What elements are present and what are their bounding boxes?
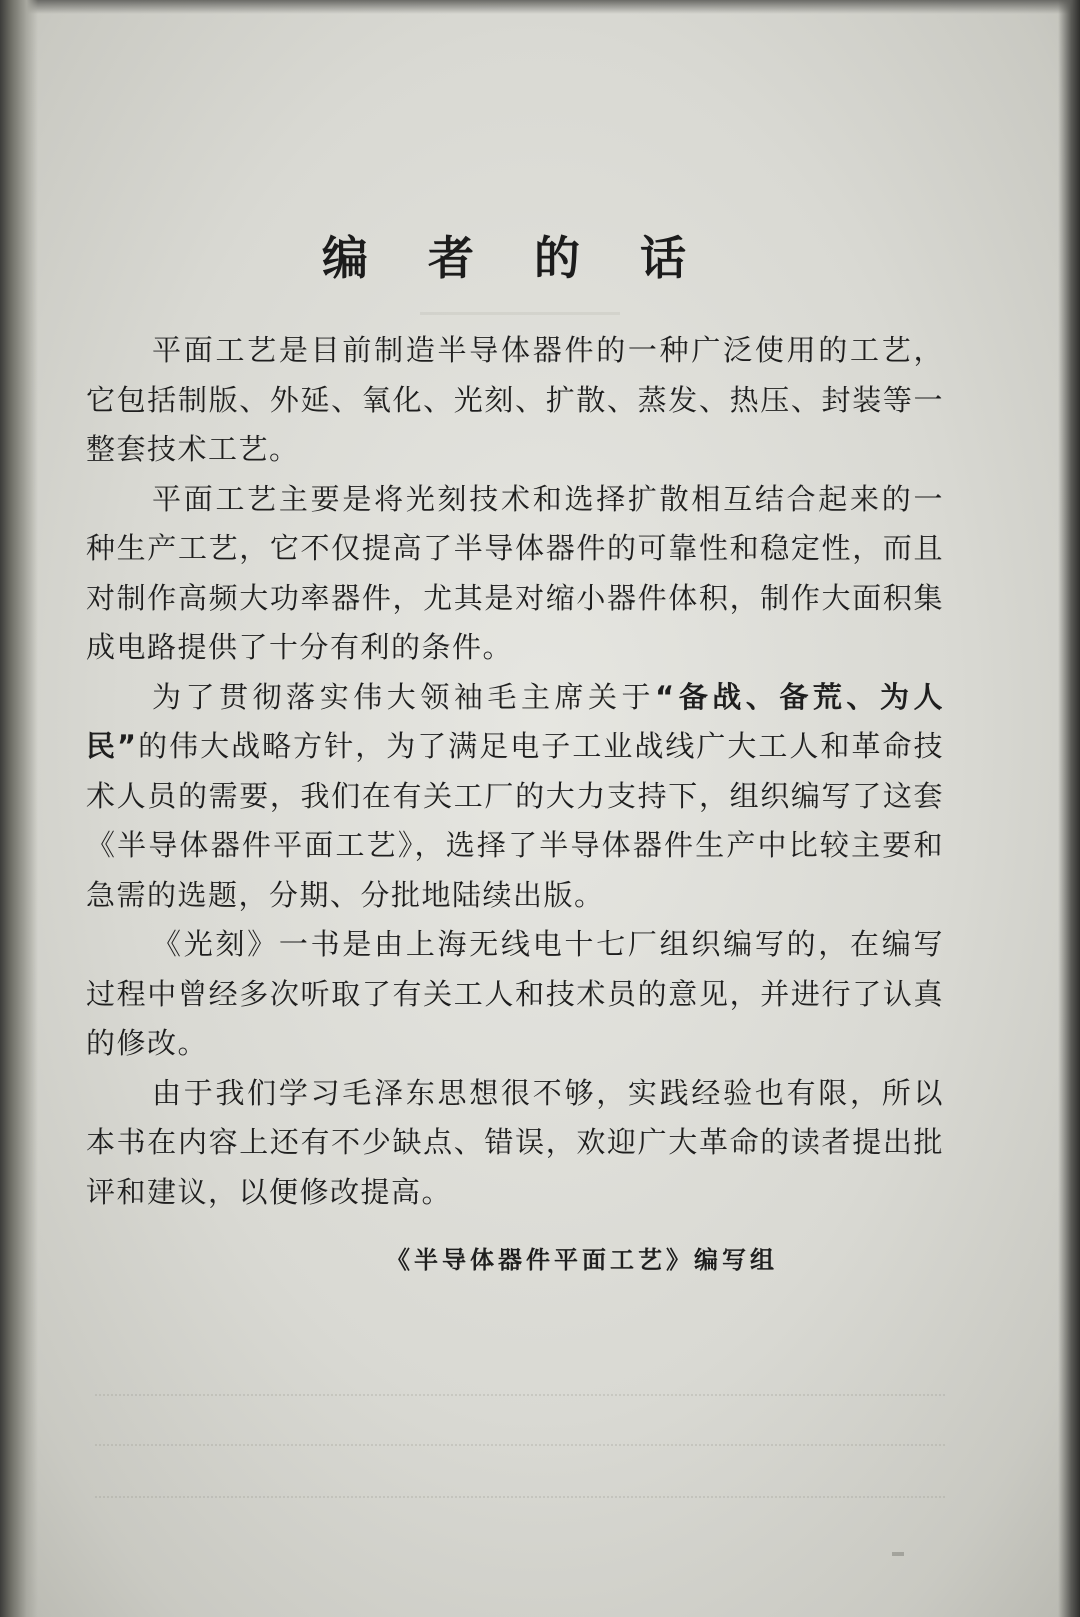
bleed-through-line: [95, 1380, 945, 1396]
slogan-quote: “备战、备荒、为人民”: [86, 679, 944, 763]
paragraph-3-rest: 的伟大战略方针，为了满足电子工业战线广大工人和革命技术人员的需要，我们在有关工厂的大力支持下，组织编写了这套《半导体器件平面工艺》，选择了半导体器件生产中比较主要和急需的选题，分期、分批地陆续出版。: [86, 729, 944, 912]
editor-signature: 《半导体器件平面工艺》编写组: [386, 1246, 778, 1274]
bleed-through-line: [95, 1482, 945, 1498]
page-title: 编 者 的 话: [321, 231, 709, 285]
paragraph-2: 平面工艺主要是将光刻技术和选择扩散相互结合起来的一种生产工艺，它不仅提高了半导体器件的可靠性和稳定性，而且对制作高频大功率器件，尤其是对缩小器件体积，制作大面积集成电路提供了十分有利的条件。: [86, 481, 944, 664]
bleed-through-line: [95, 1430, 945, 1446]
paragraph-4: 《光刻》一书是由上海无线电十七厂组织编写的，在编写过程中曾经多次听取了有关工人和技术员的意见，并进行了认真的修改。: [86, 927, 944, 1060]
paragraph-3: [86, 673, 944, 921]
page-mark: [892, 1552, 904, 1556]
body-text: [86, 326, 944, 1217]
paragraph-5: 由于我们学习毛泽东思想很不够，实践经验也有限，所以本书在内容上还有不少缺点、错误，欢迎广大革命的读者提出批评和建议，以便修改提高。: [86, 1075, 944, 1209]
page-top-shadow: [0, 0, 1080, 14]
paragraph-3-intro: 为了贯彻落实伟大领袖毛主席关于: [152, 679, 656, 714]
page-right-edge: [1058, 0, 1080, 1617]
paragraph-1: 平面工艺是目前制造半导体器件的一种广泛使用的工艺，它包括制版、外延、氧化、光刻、扩散、蒸发、热压、封装等一整套技术工艺。: [86, 333, 944, 466]
